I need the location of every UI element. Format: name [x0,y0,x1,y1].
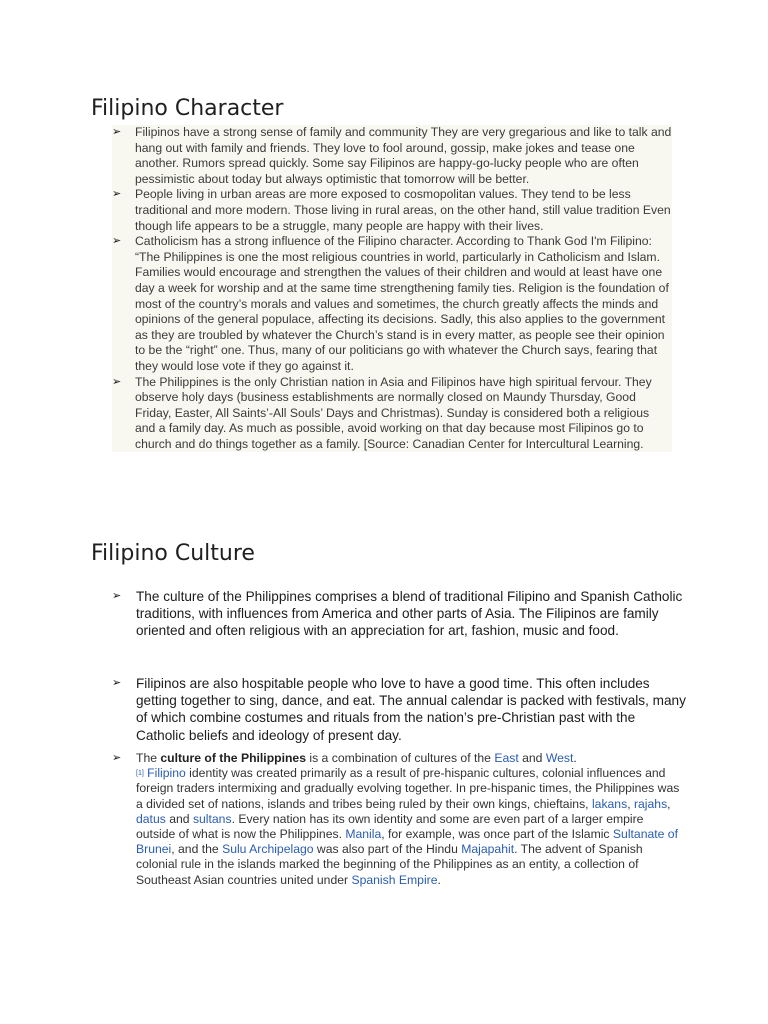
bullet-arrow-icon: ➢ [112,235,122,248]
link-majapahit[interactable]: Majapahit [461,842,515,857]
list-item: ➢ The Philippines is the only Christian nation in Asia and Filipinos have high spiritual fervour. They observe holy days (business establishments are normally closed on Maundy Thursday, Good Friday, Easter, All Saints’-All Souls’ Days and Christmas). Sunday is considered both a religious and a family day. As much as possible, avoid working on that day because most Filipinos go to church and do things together as a family. [Source: Canadian Center for Intercultural Learning. [112,375,672,453]
heading-filipino-culture: Filipino Culture [91,541,255,566]
list-item: ➢ Filipinos have a strong sense of family and community They are very gregarious and like to talk and hang out with family and friends. They love to fool around, gossip, make jokes and tease one another. Rumors spread quickly. Some say Filipinos are happy-go-lucky people who are often pessimistic about today but always optimistic that tomorrow will be better. [112,125,672,186]
bullet-arrow-icon: ➢ [112,677,122,689]
link-rajahs[interactable]: rajahs [633,796,668,811]
bullet-arrow-icon: ➢ [112,752,122,764]
link-manila[interactable]: Manila [345,827,382,842]
culture-list-item-1 [112,588,686,640]
link-filipino[interactable]: Filipino [143,766,186,781]
list-item: ➢ Filipinos are also hospitable people who love to have a good time. This often includes getting together to sing, dance, and eat. The annual calendar is packed with festivals, many of which combine costumes and rituals from the nation’s pre-Christian past with the Catholic beliefs and ideology of present day. [112,676,686,743]
character-list [112,125,672,452]
link-east[interactable]: East [494,751,519,765]
list-item: ➢ People living in urban areas are more exposed to cosmopolitan values. They tend to be less traditional and more modern. Those living in rural areas, on the other hand, still value tradition Even though life appears to be a struggle, many people are happy with their lives. [112,187,671,233]
list-item: ➢ Catholicism has a strong influence of the Filipino character. According to Thank God I'm Filipino: “The Philippines is one the most religious countries in world, particularly in Catholicism and Islam. Families would encourage and strengthen the values of their children and would at least have one day a week for worship and at the same time strengthening family ties. Religion is the foundation of most of the country’s morals and values and sometimes, the church greatly affects the minds and opinions of the general populace, affecting its decisions. Sadly, this also applies to the government as they are troubled by whatever the Church’s stand is in every matter, as people see their opinion to be the “right” one. Thus, many of our politicians go with whatever the Church says, fearing that they would lose vote if they go against it. [112,234,672,374]
link-sultanate-of-brunei[interactable]: Sultanate of Brunei [136,827,678,857]
link-sulu-archipelago[interactable]: Sulu Archipelago [222,842,314,857]
bullet-arrow-icon: ➢ [112,375,122,388]
link-sultans[interactable]: sultans [192,811,232,826]
wiki-excerpt [112,751,682,888]
citation-link[interactable]: [1] [136,770,144,778]
bullet-arrow-icon: ➢ [112,126,122,138]
list-item: ➢ The culture of the Philippines is a combination of cultures of the East and West. [1] Filipino identity was created primarily as a result of pre-hispanic cultures, colonial influences and foreign traders intermixing and gradually evolving together. In pre-hispanic times, the Philippines was a divided set of nations, islands and tribes being ruled by their own kings, chieftains, lakans, rajahs, datus and sultans. Every nation has its own identity and some are even part of a larger empire outside of what is now the Philippines. Manila, for example, was once part of the Islamic Sultanate of Brunei, and the Sulu Archipelago was also part of the Hindu Majapahit. The advent of Spanish colonial rule in the islands marked the beginning of the Philippines as an entity, a collection of Southeast Asian countries united under Spanish Empire. [112,751,680,887]
bullet-arrow-icon: ➢ [112,590,122,602]
link-west[interactable]: West [545,751,574,765]
heading-filipino-character: Filipino Character [91,96,284,121]
link-spanish-empire[interactable]: Spanish Empire [351,872,438,887]
bullet-arrow-icon: ➢ [112,188,122,201]
link-lakans[interactable]: lakans [591,796,628,811]
bold-term: culture of the Philippines [160,751,306,765]
list-item: ➢ The culture of the Philippines comprises a blend of traditional Filipino and Spanish Catholic traditions, with influences from America and other parts of Asia. The Filipinos are family oriented and often religious with an appreciation for art, fashion, music and food. [112,589,683,639]
culture-list-item-2 [112,675,686,744]
link-datus[interactable]: datus [136,811,166,826]
